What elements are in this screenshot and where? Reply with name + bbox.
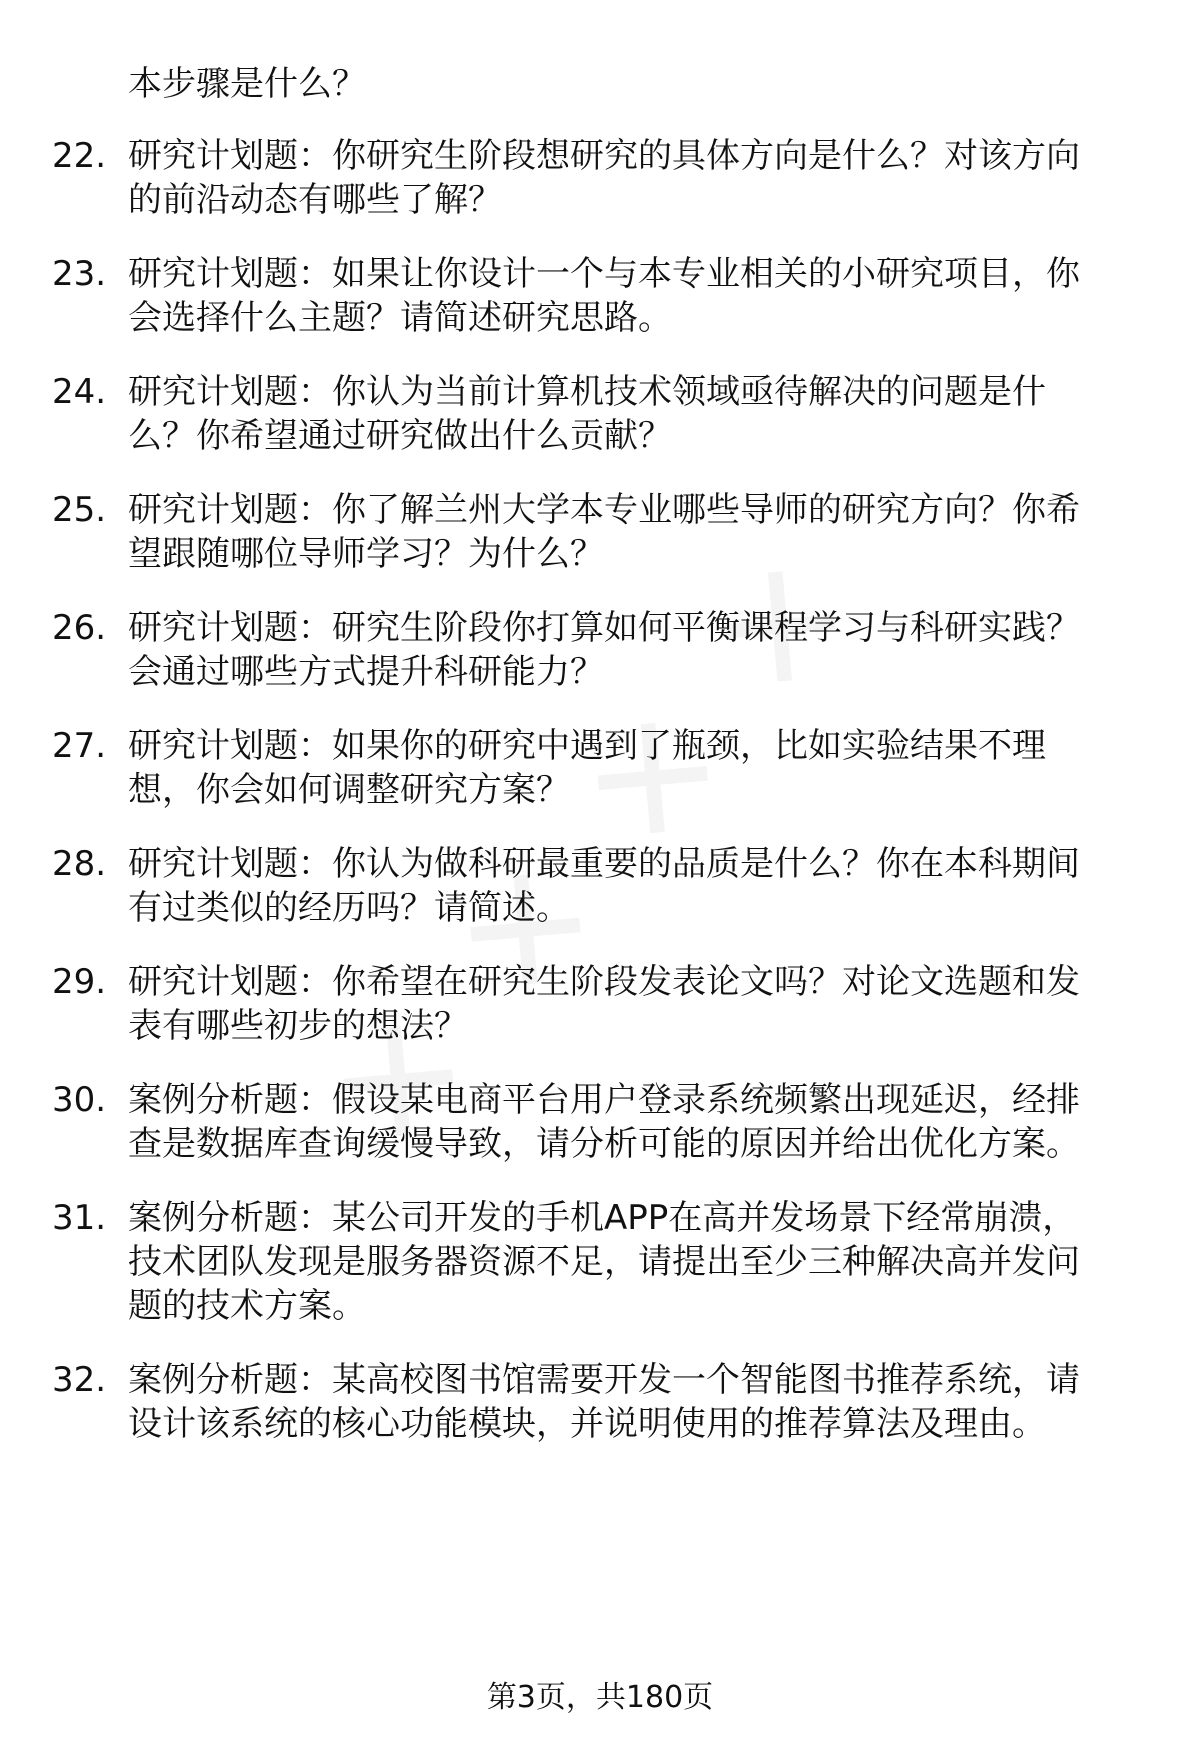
question-number: 31. [52,1198,107,1238]
question-number: 24. [52,372,107,412]
question-text: 研究计划题：你研究生阶段想研究的具体方向是什么？对该方向 的前沿动态有哪些了解？ [128,136,1080,220]
question-number: 28. [52,844,107,884]
question-number: 22. [52,136,107,176]
question-text: 案例分析题：某公司开发的手机APP在高并发场景下经常崩溃， 技术团队发现是服务器资源不足，请提出至少三种解决高并发问 题的技术方案。 [128,1198,1080,1326]
question-text: 研究计划题：如果你的研究中遇到了瓶颈，比如实验结果不理 想，你会如何调整研究方案？ [128,726,1046,810]
continued-line: 本步骤是什么？ [128,64,366,104]
question-text: 研究计划题：你认为做科研最重要的品质是什么？你在本科期间 有过类似的经历吗？请简述。 [128,844,1080,928]
question-number: 23. [52,254,107,294]
question-text: 研究计划题：研究生阶段你打算如何平衡课程学习与科研实践？ 会通过哪些方式提升科研能力？ [128,608,1080,692]
question-number: 25. [52,490,107,530]
question-number: 29. [52,962,107,1002]
question-number: 27. [52,726,107,766]
question-text: 研究计划题：你认为当前计算机技术领域亟待解决的问题是什 么？你希望通过研究做出什么贡献？ [128,372,1046,456]
question-number: 32. [52,1360,107,1400]
question-text: 研究计划题：你了解兰州大学本专业哪些导师的研究方向？你希 望跟随哪位导师学习？为什么？ [128,490,1080,574]
page-footer: 第3页，共180页 [486,1680,714,1715]
question-number: 26. [52,608,107,648]
question-text: 研究计划题：你希望在研究生阶段发表论文吗？对论文选题和发 表有哪些初步的想法？ [128,962,1080,1046]
question-text: 案例分析题：某高校图书馆需要开发一个智能图书推荐系统，请 设计该系统的核心功能模块，并说明使用的推荐算法及理由。 [128,1360,1080,1444]
question-number: 30. [52,1080,107,1120]
question-text: 案例分析题：假设某电商平台用户登录系统频繁出现延迟，经排 查是数据库查询缓慢导致，请分析可能的原因并给出优化方案。 [128,1080,1080,1164]
question-text: 研究计划题：如果让你设计一个与本专业相关的小研究项目，你 会选择什么主题？请简述研究思路。 [128,254,1080,338]
